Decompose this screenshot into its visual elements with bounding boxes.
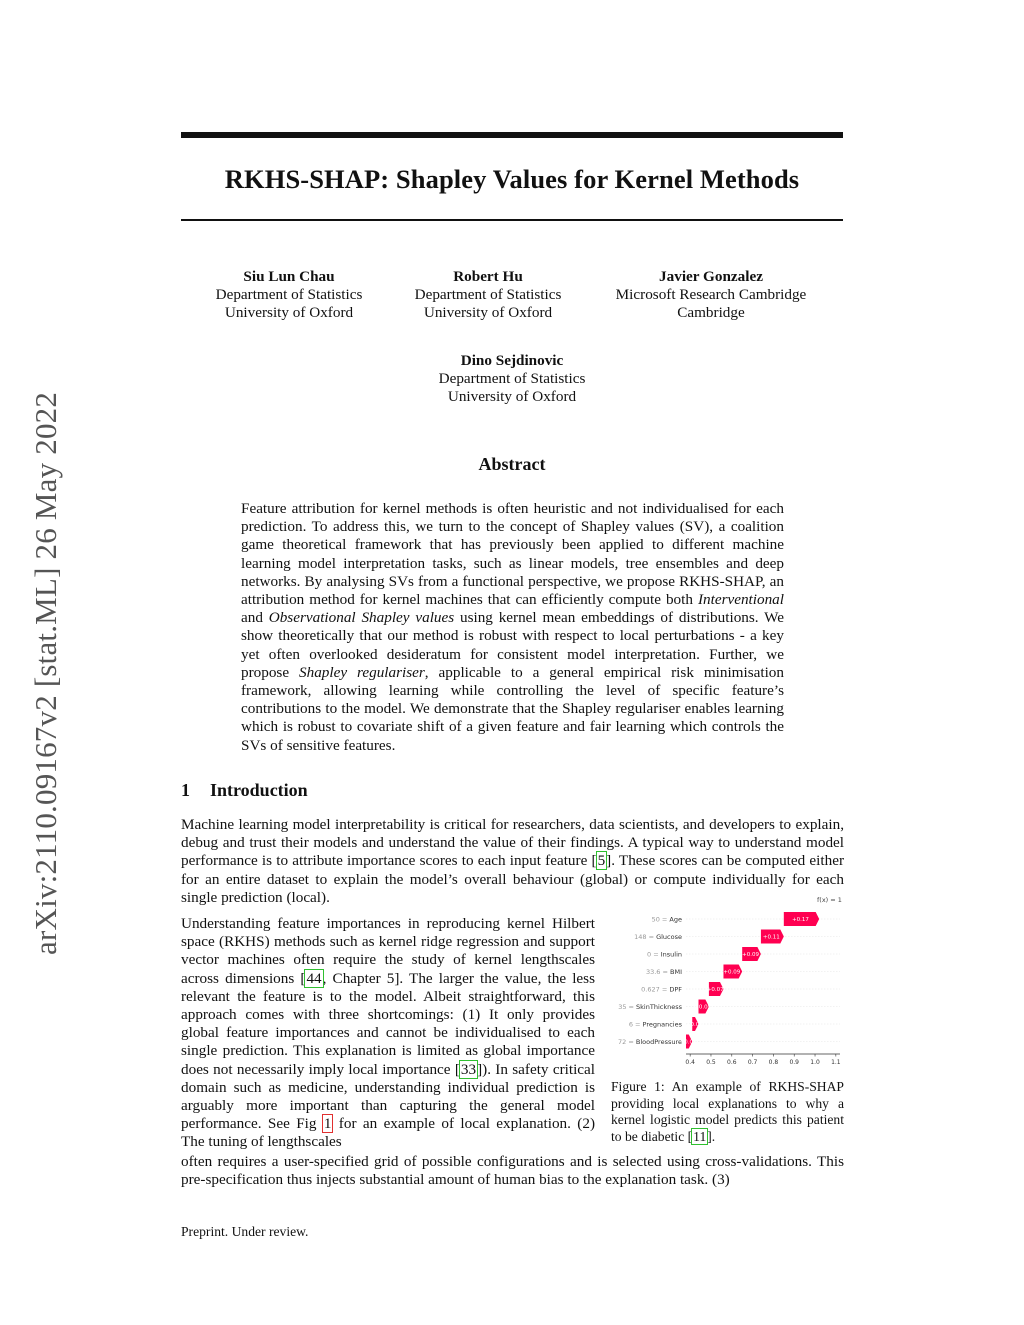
citation-link[interactable]: 5 xyxy=(597,852,606,870)
intro-paragraph-continued: often requires a user-specified grid of possible configurations and is selected using cross-validations. This pre-specification thus injects substantial amount of human bias to the explanation task. (3) xyxy=(181,1153,844,1189)
shap-value-label: +0.07 xyxy=(706,987,724,994)
shap-waterfall-chart xyxy=(606,892,846,1072)
x-tick-label: 0.4 xyxy=(685,1059,695,1066)
title-rule-bottom xyxy=(181,219,843,221)
feature-label: 0 = Insulin xyxy=(647,950,682,959)
x-tick-label: 0.8 xyxy=(768,1059,779,1066)
x-tick-label: 0.7 xyxy=(747,1059,758,1066)
shap-value-label: +0.17 xyxy=(792,917,809,924)
citation-link[interactable]: 44 xyxy=(306,969,322,987)
paper-title: RKHS-SHAP: Shapley Values for Kernel Methods xyxy=(224,164,800,194)
abstract-heading: Abstract xyxy=(478,454,546,474)
x-tick-label: 0.6 xyxy=(727,1059,737,1066)
intro-paragraph: Machine learning model interpretability is critical for researchers, data scientists, and developers to explain, debug and trust their models and understand the value of their findings. A typical way to understand model performance is to attribute importance scores to each input feature [5]. These scores can be computed either for an entire dataset to explain the model’s overall behaviour (global) or compute individually for each single prediction (local). xyxy=(181,816,844,906)
shap-value-label: +0.09 xyxy=(723,969,741,976)
author-name: Siu Lun Chau xyxy=(243,268,335,285)
x-tick-label: 1.0 xyxy=(810,1059,820,1066)
feature-label: 148 = Glucose xyxy=(634,932,682,941)
shap-value-label: +0.11 xyxy=(762,934,780,941)
arxiv-identifier: arXiv:2110.09167v2 [stat.ML] 26 May 2022 xyxy=(28,391,63,955)
figure-reference-link[interactable]: 1 xyxy=(323,1115,332,1133)
author-block xyxy=(412,352,612,406)
shap-waterfall-figure xyxy=(606,892,846,1072)
shap-value-label: +0.05 xyxy=(694,1004,712,1011)
feature-label: 72 = BloodPressure xyxy=(618,1037,682,1046)
shap-value-label: +0.09 xyxy=(742,952,759,959)
author-name: Robert Hu xyxy=(453,268,523,285)
author-block xyxy=(199,268,379,322)
feature-label: 33.6 = BMI xyxy=(645,967,682,976)
author-dept: Department of Statistics xyxy=(414,286,562,303)
feature-label: 50 = Age xyxy=(651,915,682,924)
citation-link[interactable]: 11 xyxy=(693,1128,707,1144)
title-rule-top xyxy=(181,132,843,138)
author-dept: Microsoft Research Cambridge xyxy=(615,286,807,303)
feature-label: 35 = SkinThickness xyxy=(618,1002,682,1011)
x-tick-label: 0.9 xyxy=(789,1059,799,1066)
author-dept: Department of Statistics xyxy=(215,286,363,303)
citation-link[interactable]: 33 xyxy=(460,1060,477,1078)
author-inst: University of Oxford xyxy=(423,304,553,321)
abstract-text: Feature attribution for kernel methods is often heuristic and not individualised for each prediction. To address this, we turn to the concept of Shapley values (SV), a coalition game theoretical framework that has previously been applied to different machine learning model interpretation tasks, such as linear models, tree ensembles and deep networks. By analysing SVs from a functional perspective, we propose RKHS-SHAP, an attribution method for kernel machines that can efficiently compute both Interventional and Observational Shapley values using kernel mean embeddings of distributions. We show theoretically that our method is robust with respect to local perturbations - a key yet often overlooked desideratum for consistent model interpretation. Further, we propose Shapley regulariser, applicable to a general empirical risk minimisation framework, allowing learning while controlling the level of specific feature’s contributions to the model. We demonstrate that the Shapley regulariser enables learning which is robust to covariate shift of a given feature and fair learning which controls the SVs of sensitive features. xyxy=(241,500,784,754)
author-block xyxy=(598,268,824,322)
author-inst: University of Oxford xyxy=(224,304,354,321)
feature-label: 0.627 = DPF xyxy=(641,985,682,994)
x-tick-label: 0.5 xyxy=(706,1059,716,1066)
author-name: Dino Sejdinovic xyxy=(460,352,564,369)
intro-paragraph-wrapped: Understanding feature importances in reproducing kernel Hilbert space (RKHS) methods such as kernel ridge regression and support vector machines often require the study of kernel lengthscales across dimensions [44, Chapter 5]. The larger the value, the less relevant the feature is to the model. Albeit straightforward, this approach comes with three shortcomings: (1) It only provides global feature importances and cannot be individualised to each single prediction. This explanation is limited as global importance does not necessarily imply local importance [33]). In safety critical domain such as medicine, understanding individual prediction is arguably more important than capturing the general model performance. See Fig 1 for an example of local explanation. (2) The tuning of lengthscales xyxy=(181,915,596,1151)
section-heading: 1 Introduction xyxy=(181,780,308,800)
author-inst: University of Oxford xyxy=(447,388,577,405)
author-dept: Department of Statistics xyxy=(438,370,586,387)
author-name: Javier Gonzalez xyxy=(659,268,763,285)
author-inst: Cambridge xyxy=(677,304,745,321)
fx-label: f(x) = 1 xyxy=(817,896,842,904)
footer-note: Preprint. Under review. xyxy=(181,1224,309,1239)
x-tick-label: 1.1 xyxy=(831,1059,841,1066)
shap-value-label: +0.03 xyxy=(679,1039,697,1046)
figure-caption: Figure 1: An example of RKHS-SHAP providing local explanations to why a kernel logistic model predicts this patient to be diabetic [11]. xyxy=(611,1079,844,1144)
author-block xyxy=(398,268,578,322)
shap-value-label: +0.03 xyxy=(685,1022,703,1029)
feature-label: 6 = Pregnancies xyxy=(628,1020,682,1029)
